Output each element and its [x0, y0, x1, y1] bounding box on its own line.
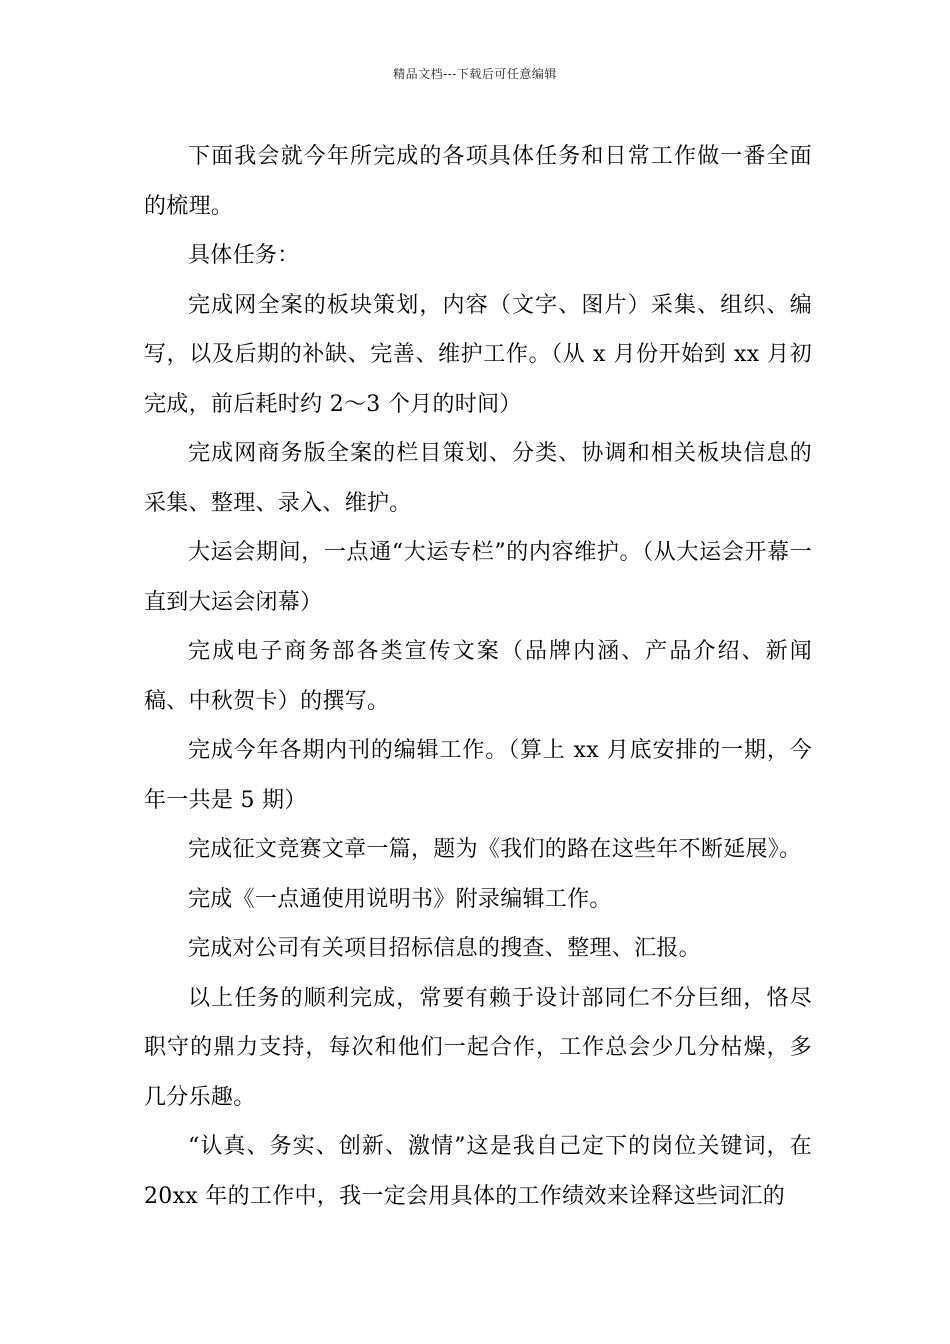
paragraph: 下面我会就今年所完成的各项具体任务和日常工作做一番全面的梳理。	[144, 144, 812, 219]
paragraph: 大运会期间，一点通“大运专栏”的内容维护。（从大运会开幕一直到大运会闭幕）	[144, 540, 812, 615]
paragraph: “认真、务实、创新、激情”这是我自己定下的岗位关键词，在 20xx 年的工作中，我一定会用具体的工作绩效来诠释这些词汇的	[144, 1134, 812, 1209]
paragraph: 完成对公司有关项目招标信息的搜查、整理、汇报。	[188, 936, 701, 961]
paragraph: 完成《一点通使用说明书》附录编辑工作。	[188, 886, 612, 912]
paragraph: 完成今年各期内刊的编辑工作。（算上 xx 月底安排的一期，今年一共是 5 期）	[144, 738, 812, 813]
paragraph: 完成电子商务部各类宣传文案（品牌内涵、产品介绍、新闻稿、中秋贺卡）的撰写。	[144, 639, 812, 714]
page-header: 精品文档---下载后可任意编辑	[393, 67, 557, 81]
paragraph: 完成网商务版全案的栏目策划、分类、协调和相关板块信息的采集、整理、录入、维护。	[144, 441, 812, 516]
paragraph: 完成征文竞赛文章一篇，题为《我们的路在这些年不断延展》。	[188, 837, 802, 862]
paragraph: 以上任务的顺利完成，常要有赖于设计部同仁不分巨细，恪尽职守的鼎力支持，每次和他们一起合作，工作总会少几分枯燥，多几分乐趣。	[144, 985, 812, 1110]
document-body	[144, 132, 812, 1221]
paragraph: 具体任务：	[188, 243, 300, 268]
paragraph: 完成网全案的板块策划，内容（文字、图片）采集、组织、编写，以及后期的补缺、完善、维护工作。（从 x 月份开始到 xx 月初完成，前后耗时约 2～3 个月的时间）	[144, 292, 812, 417]
